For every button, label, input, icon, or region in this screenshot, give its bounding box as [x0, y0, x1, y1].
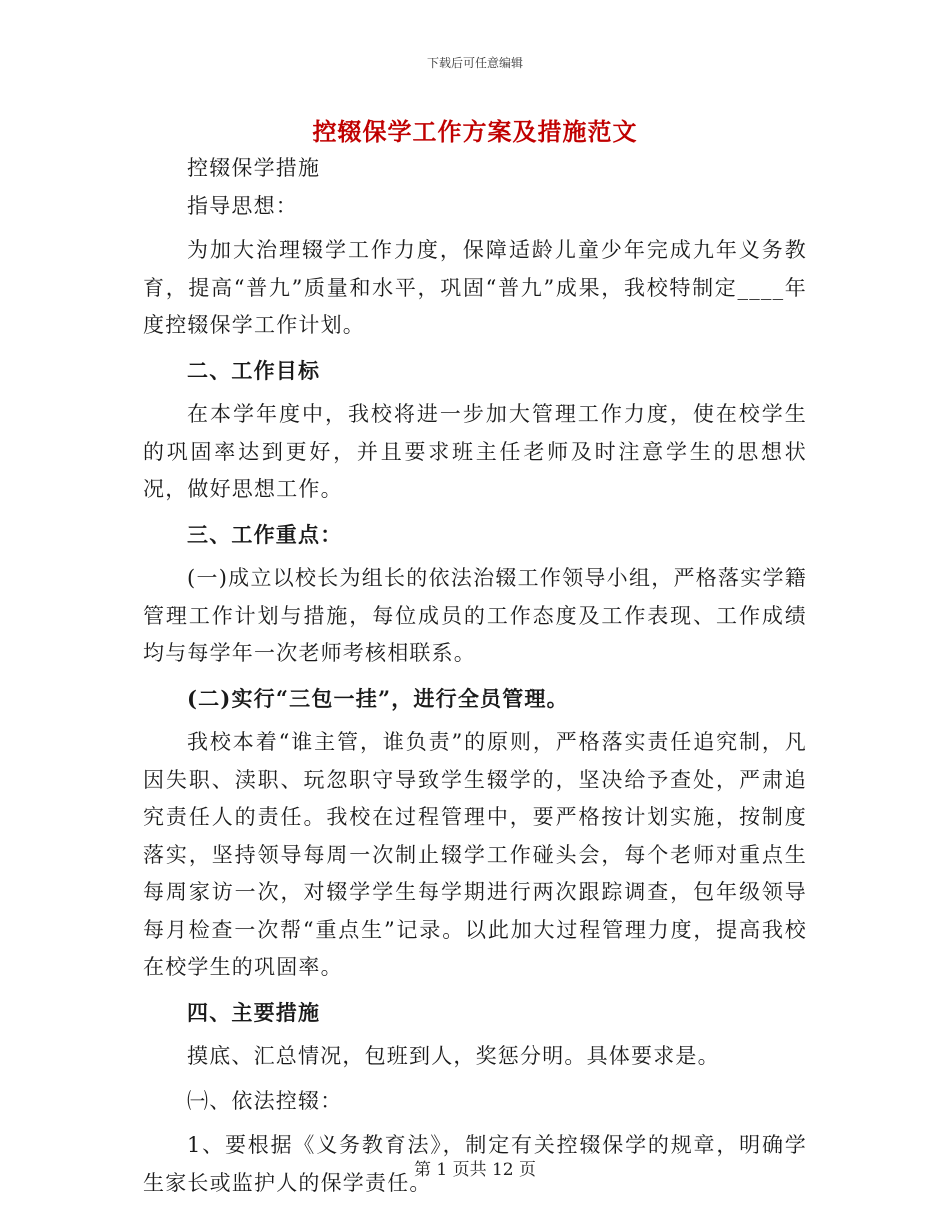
heading-work-focus: 三、工作重点： — [187, 521, 343, 547]
paragraph-focus-2: 我校本着“谁主管，谁负责”的原则，严格落实责任追究制，凡因失职、渎职、玩忽职守导致学生辍学的，坚决给予查处，严肃追究责任人的责任。我校在过程管理中，要严格按计划实施，按制度落实，坚持领导每周一次制止辍学工作碰头会，每个老师对重点生每周家访一次，对辍学学生每学期进行两次跟踪调查，包年级领导每月检查一次帮“重点生”记录。以此加大过程管理力度，提高我校在校学生的巩固率。 — [143, 730, 807, 979]
paragraph-guiding-text: 为加大治理辍学工作力度，保障适龄儿童少年完成九年义务教育，提高“普九”质量和水平，巩固“普九”成果，我校特制定____年度控辍保学工作计划。 — [143, 238, 807, 337]
paragraph-focus-1: (一)成立以校长为组长的依法治辍工作领导小组，严格落实学籍管理工作计划与措施，每位成员的工作态度及工作表现、工作成绩均与每学年一次老师考核相联系。 — [143, 566, 807, 665]
heading-work-goal: 二、工作目标 — [187, 357, 321, 383]
page-footer: 第 1 页共 12 页 — [413, 1160, 537, 1180]
paragraph-measures-intro: 摸底、汇总情况，包班到人，奖惩分明。具体要求是。 — [187, 1044, 720, 1068]
paragraph-guiding-heading: 指导思想： — [187, 193, 298, 218]
paragraph-subtitle: 控辍保学措施 — [187, 156, 321, 180]
paragraph-work-goal: 在本学年度中，我校将进一步加大管理工作力度，使在校学生的巩固率达到更好，并且要求班主任老师及时注意学生的思想状况，做好思想工作。 — [143, 402, 807, 501]
document-body — [143, 150, 807, 1202]
heading-measure-1: ㈠、依法控辍： — [187, 1088, 343, 1113]
heading-main-measures: 四、主要措施 — [187, 999, 321, 1025]
document-title: 控辍保学工作方案及措施范文 — [312, 117, 638, 146]
paragraph-measure-1-item-1: 1、要根据《义务教育法》，制定有关控辍保学的规章，明确学生家长或监护人的保学责任。 — [143, 1133, 807, 1195]
header-note: 下载后可任意编辑 — [426, 56, 523, 70]
heading-focus-2: (二)实行“三包一挂”，进行全员管理。 — [187, 685, 569, 711]
